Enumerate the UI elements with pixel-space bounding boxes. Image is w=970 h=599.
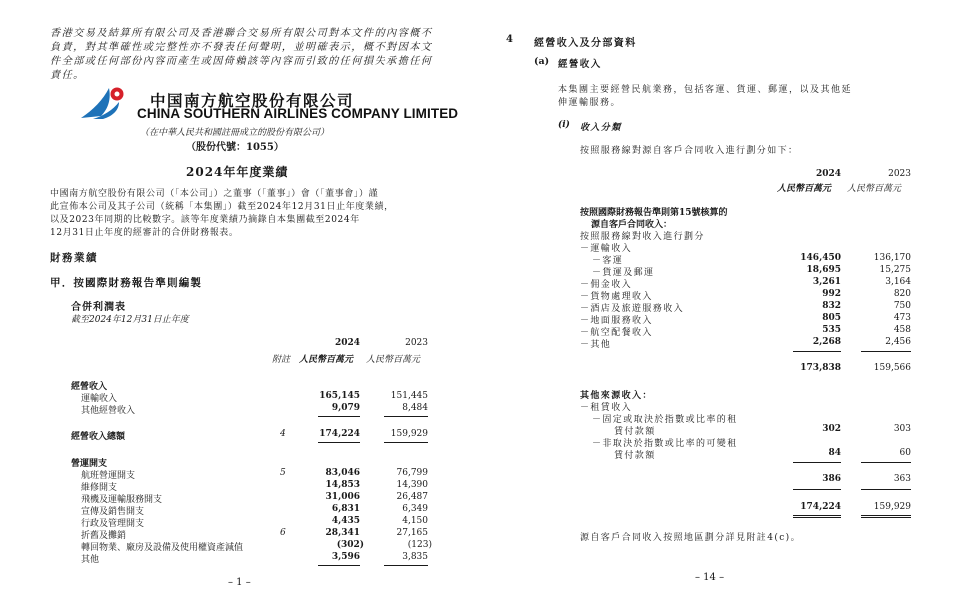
row-value-2023: 3,835 [402,552,428,562]
subtotal-rule [318,416,360,417]
double-rule [793,515,841,516]
section-number: 4 [506,34,513,45]
grand-total-2024: 174,224 [800,502,841,512]
row-value-2024: 14,853 [325,480,360,490]
other-income-total-2024: 386 [822,474,841,484]
document-title: 2024年年度業績 [186,165,289,179]
row-value-2024: 805 [822,313,841,323]
row-value-2023: 820 [893,289,911,299]
kapok-flower-icon [79,86,133,120]
sub-a-title: 經營收入 [558,59,602,70]
row-label: 行政及管理開支 [81,519,145,529]
row-label: －貨物處理收入 [580,292,653,302]
row-value-2024: 992 [822,289,841,299]
row-label: 按照服務線對收入進行劃分 [580,232,705,242]
row-note: 4 [280,429,286,439]
row-label: 按照國際財務報告準則第15號核算的 [580,208,728,218]
row-value-2023: 26,487 [396,492,428,502]
row-value-2023: 4,150 [402,516,428,526]
col-year-2023: 2023 [888,169,911,179]
row-value-2024: 83,046 [325,468,360,478]
row-value-2023: 458 [893,325,911,335]
sub-i-marker: (i) [558,120,570,130]
col-unit-2024: 人民幣百萬元 [299,355,354,365]
subtotal-rule [793,462,841,463]
row-value-2024: 4,435 [331,516,360,526]
row-value-2023: 60 [899,448,911,458]
statement-title: 合併利潤表 [71,302,126,313]
row-label: 其他來源收入： [580,391,653,401]
sub-heading: 甲．按國際財務報告準則編製 [50,277,203,289]
sub-a-marker: (a) [534,56,550,67]
row-value-2023: 27,165 [396,528,428,538]
row-label: 折舊及攤銷 [81,531,127,541]
total-rule [861,489,911,490]
intro-line-2: 此宣佈本公司及其子公司（統稱「本集團」）截至2024年12月31日止年度業績， [50,202,394,212]
row-label: －其他 [580,340,612,350]
sub-i-title: 收入分類 [580,123,622,133]
col-year-2024: 2024 [334,338,360,348]
row-label: －航空配餐收入 [580,328,653,338]
col-year-2023: 2023 [405,338,428,348]
row-value-2023: 14,390 [396,480,428,490]
row-label: －佣金收入 [580,280,633,290]
col-unit-2023: 人民幣百萬元 [366,355,421,365]
row-value-2023: 8,484 [402,403,428,413]
row-value-2023: 136,170 [873,253,911,263]
footer-note: 源自客戶合同收入按照地區劃分詳見附註4(c)。 [580,533,801,543]
row-value-2024: 3,261 [812,277,841,287]
row-value-2024: 302 [822,424,841,434]
section-heading: 財務業績 [50,252,98,264]
row-value-2023: 159,929 [390,429,428,439]
subtotal-2024: 173,838 [800,363,841,373]
row-label: 宣傳及銷售開支 [81,507,145,517]
row-note: 5 [280,468,286,478]
row-value-2023: 6,349 [402,504,428,514]
section-title: 經營收入及分部資料 [534,38,637,49]
col-note: 附註 [272,355,291,365]
row-label: －固定或取決於指數或比率的租 [592,415,738,425]
col-unit-2023: 人民幣百萬元 [847,184,902,194]
row-value-2024: 174,224 [319,429,360,439]
subtotal-rule [793,351,841,352]
row-label: 源自客戶合同收入： [591,220,673,230]
row-label: －非取決於指數或比率的可變租 [592,439,738,449]
row-value-2024: 535 [822,325,841,335]
row-value-2024: (302) [336,540,364,550]
row-value-2024: 31,006 [325,492,360,502]
row-value-2024: 165,145 [319,391,360,401]
row-value-2024: 18,695 [806,265,841,275]
intro-line-1: 中國南方航空股份有限公司（「本公司」）之董事（「董事」）會（「董事會」）謹 [50,189,379,199]
other-income-total-2023: 363 [893,474,911,484]
subtotal-rule [384,416,428,417]
subtotal-rule [861,462,911,463]
row-label: 賃付款額 [614,427,656,437]
row-value-2024: 3,596 [331,552,360,562]
row-note: 6 [280,528,286,538]
paragraph-line-1: 本集團主要經營民航業務，包括客運、貨運、郵運，以及其他延 [558,85,853,95]
row-label: 飛機及運輸服務開支 [81,495,163,505]
row-label: －酒店及旅遊服務收入 [580,304,685,314]
total-rule [793,489,841,490]
row-value-2024: 6,831 [331,504,360,514]
subtotal-2023: 159,566 [873,363,911,373]
grand-total-2023: 159,929 [873,502,911,512]
paragraph-line-2: 伸運輸服務。 [558,98,622,108]
row-label: －運輸收入 [580,244,633,254]
col-unit-2024: 人民幣百萬元 [777,184,832,194]
row-value-2023: 473 [893,313,911,323]
incorporation-note: （在中華人民共和國註冊成立的股份有限公司） [140,128,330,138]
row-value-2023: 76,799 [396,468,428,478]
page-number-left: – 1 – [228,577,251,588]
row-label: 營運開支 [71,459,108,469]
row-value-2023: 151,445 [390,391,428,401]
disclaimer-text: 香港交易及結算所有限公司及香港聯合交易所有限公司對本文件的內容概不負責，對其準確性或完整性亦不發表任何聲明，並明確表示，概不對因本文件全部或任何部份內容而產生或因倚賴該等內容而引致的任何損失承擔任何責任。 [50,28,433,81]
intro-line-3: 以及2023年同期的比較數字。該等年度業績乃摘錄自本集團截至2024年 [50,215,360,225]
col-year-2024: 2024 [815,169,841,179]
row-label: 航班營運開支 [81,471,136,481]
row-label: －租賃收入 [580,403,633,413]
row-value-2023: 303 [893,424,911,434]
statement-period: 截至2024年12月31日止年度 [71,315,189,325]
sub-i-text: 按照服務線對源自客戶合同收入進行劃分如下： [580,146,799,156]
row-value-2024: 84 [828,448,841,458]
row-value-2023: (123) [407,540,432,550]
double-rule [861,515,911,516]
bottom-rule [318,565,360,566]
row-label: 運輸收入 [81,394,118,404]
logo-english-name: CHINA SOUTHERN AIRLINES COMPANY LIMITED [137,106,459,121]
row-label: －地面服務收入 [580,316,653,326]
row-value-2023: 3,164 [885,277,911,287]
row-label: 轉回物業、廠房及設備及使用權資產減值 [81,543,244,553]
left-page [0,0,480,599]
row-label: 其他 [81,555,100,565]
row-value-2024: 2,268 [812,337,841,347]
total-rule [384,442,428,443]
intro-line-4: 12月31日止年度的經審計的合併財務報表。 [50,228,239,238]
row-label: 其他經營收入 [81,406,136,416]
row-label: －貨運及郵運 [592,268,655,278]
row-label: 經營收入總額 [71,432,126,442]
row-value-2023: 2,456 [885,337,911,347]
row-value-2024: 9,079 [331,403,360,413]
logo-chinese-name: 中国南方航空股份有限公司 [150,92,355,110]
row-value-2023: 750 [893,301,911,311]
row-label: 經營收入 [71,382,108,392]
row-label: 賃付款額 [614,451,656,461]
total-rule [318,442,360,443]
row-label: 維修開支 [81,483,118,493]
right-page [490,0,970,599]
subtotal-rule [861,351,911,352]
double-rule [793,517,841,518]
row-label: －客運 [592,256,624,266]
stock-code: （股份代號：1055） [186,142,284,153]
row-value-2024: 28,341 [325,528,360,538]
row-value-2024: 832 [822,301,841,311]
page-number-right: – 14 – [695,572,725,583]
double-rule [861,517,911,518]
bottom-rule [384,565,428,566]
row-value-2023: 15,275 [879,265,911,275]
row-value-2024: 146,450 [800,253,841,263]
